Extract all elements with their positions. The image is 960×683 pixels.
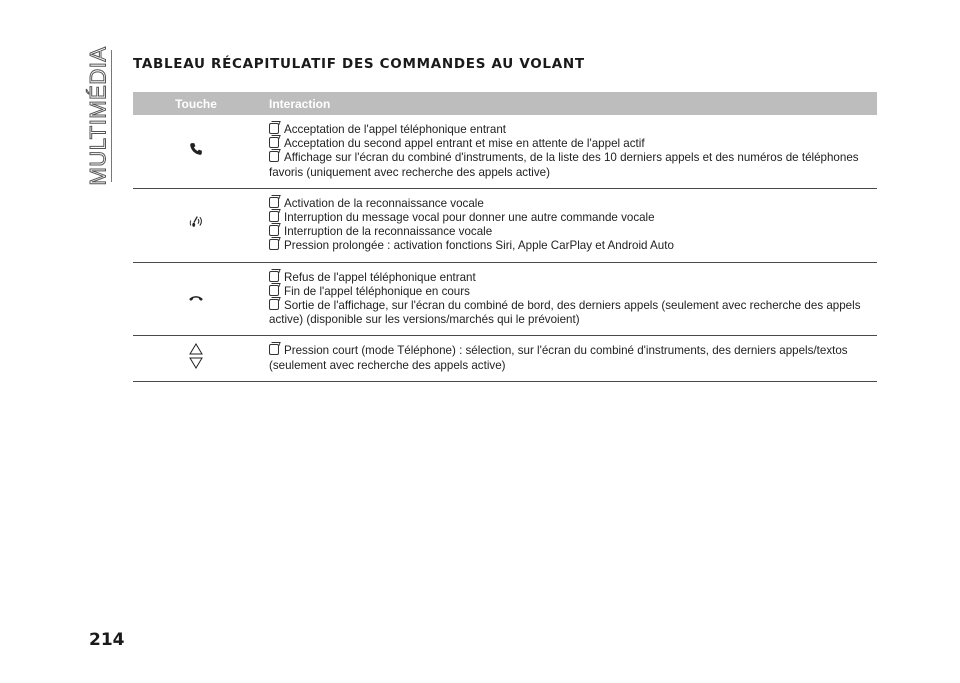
action-item: Activation de la reconnaissance vocale <box>269 197 873 211</box>
actions-cell <box>259 115 877 188</box>
page-title: TABLEAU RÉCAPITULATIF DES COMMANDES AU VOLANT <box>133 56 585 72</box>
key-cell <box>133 189 259 262</box>
voice-recognition-icon <box>188 214 204 237</box>
table-row <box>133 336 877 381</box>
checkbox-icon <box>269 225 279 236</box>
action-item: Acceptation de l'appel téléphonique entrant <box>269 123 873 137</box>
key-cell <box>133 263 259 336</box>
action-item: Interruption de la reconnaissance vocale <box>269 225 873 239</box>
key-cell <box>133 336 259 380</box>
table-row <box>133 115 877 189</box>
section-tab-label: MULTIMÉDIA <box>86 46 112 186</box>
phone-answer-icon <box>189 142 203 161</box>
action-item: Acceptation du second appel entrant et mise en attente de l'appel actif <box>269 137 873 151</box>
action-item: Pression court (mode Téléphone) : sélection, sur l'écran du combiné d'instruments, des derniers appels/textos (seulement avec recherche des appels active) <box>269 344 848 372</box>
page-number: 214 <box>89 630 125 650</box>
table-header <box>133 92 877 115</box>
header-touche: Touche <box>175 96 217 111</box>
table-row <box>133 189 877 263</box>
actions-cell <box>259 189 877 262</box>
actions-cell <box>259 263 877 336</box>
commands-table <box>133 92 877 382</box>
actions-cell <box>259 336 877 380</box>
section-tab <box>84 46 114 186</box>
key-cell <box>133 115 259 188</box>
action-item: Sortie de l'affichage, sur l'écran du combiné de bord, des derniers appels (seulement avec recherche des appels active) (disponible sur les versions/marchés qui le prévoient) <box>269 299 861 327</box>
checkbox-icon <box>269 285 279 296</box>
checkbox-icon <box>269 271 279 282</box>
up-down-arrows-icon <box>189 343 203 374</box>
section-divider <box>111 50 112 182</box>
checkbox-icon <box>269 239 279 250</box>
action-item: Pression prolongée : activation fonctions Siri, Apple CarPlay et Android Auto <box>269 239 873 253</box>
checkbox-icon <box>269 123 279 134</box>
action-item: Interruption du message vocal pour donner une autre commande vocale <box>269 211 873 225</box>
action-item: Fin de l'appel téléphonique en cours <box>269 285 873 299</box>
phone-hangup-icon <box>188 290 204 308</box>
checkbox-icon <box>269 211 279 222</box>
table-row <box>133 263 877 337</box>
checkbox-icon <box>269 197 279 208</box>
checkbox-icon <box>269 299 279 310</box>
checkbox-icon <box>269 151 279 162</box>
checkbox-icon <box>269 344 279 355</box>
action-item: Affichage sur l'écran du combiné d'instruments, de la liste des 10 derniers appels et des numéros de téléphones favoris (uniquement avec recherche des appels active) <box>269 151 859 179</box>
checkbox-icon <box>269 137 279 148</box>
action-item: Refus de l'appel téléphonique entrant <box>269 271 873 285</box>
header-interaction: Interaction <box>269 96 331 111</box>
